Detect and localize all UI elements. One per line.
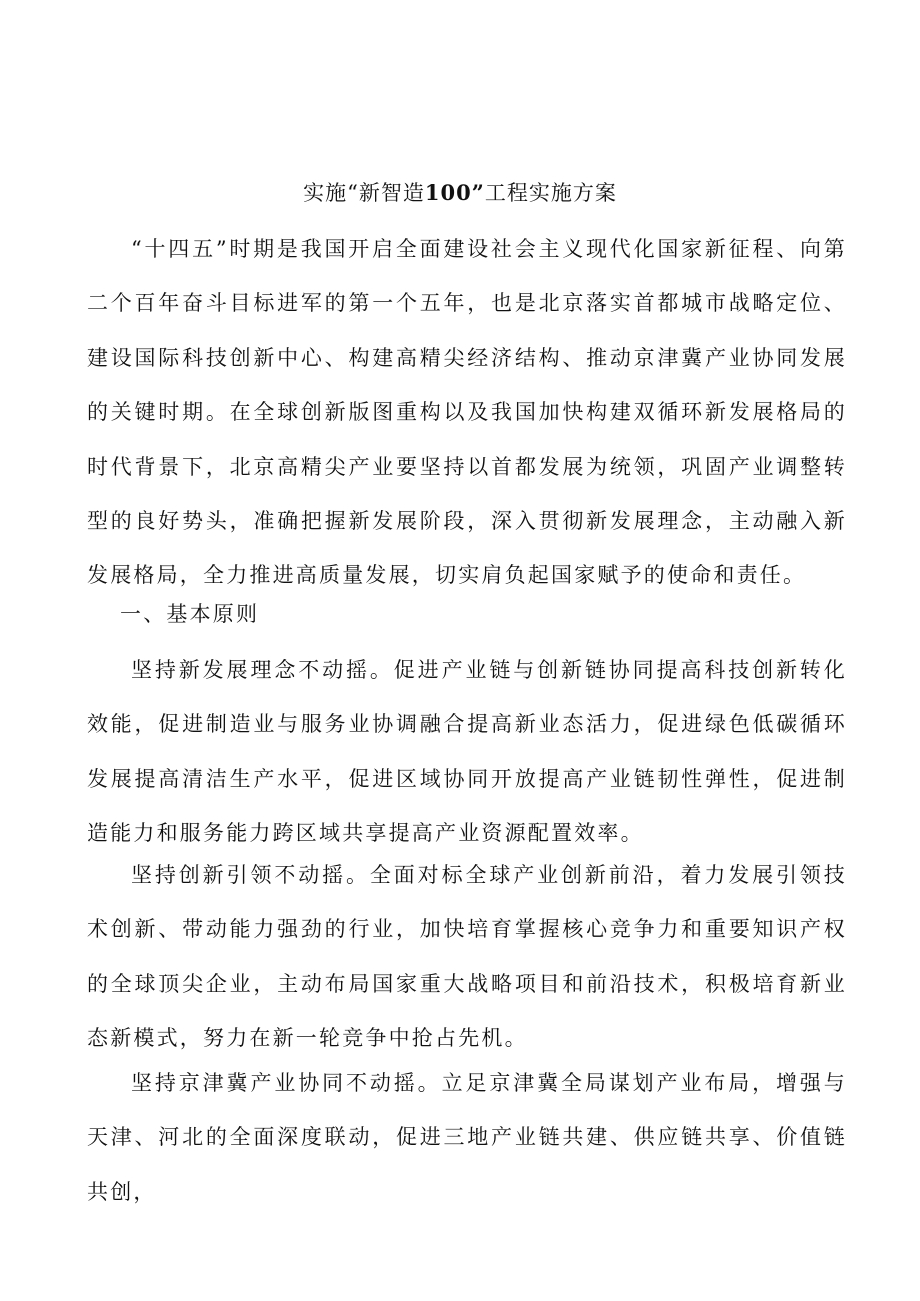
principle-paragraph-2: 坚持创新引领不动摇。全面对标全球产业创新前沿，着力发展引领技术创新、带动能力强劲的行业，加快培育掌握核心竞争力和重要知识产权的全球顶尖企业，主动布局国家重大战略项目和前沿技术，积极培育新业态新模式，努力在新一轮竞争中抢占先机。: [87, 863, 847, 1051]
title-suffix: 工程实施方案: [484, 181, 617, 205]
principle-paragraph-1: 坚持新发展理念不动摇。促进产业链与创新链协同提高科技创新转化效能，促进制造业与服务业协调融合提高新业态活力，促进绿色低碳循环发展提高清洁生产水平，促进区域协同开放提高产业链韧性弹性，促进制造能力和服务能力跨区域共享提高产业资源配置效率。: [87, 658, 847, 846]
title-number: 100”: [424, 180, 485, 205]
document-title: [0, 178, 920, 208]
section-heading: 一、基本原则: [120, 602, 260, 626]
intro-paragraph: “十四五”时期是我国开启全面建设社会主义现代化国家新征程、向第二个百年奋斗目标进军的第一个五年，也是北京落实首都城市战略定位、建设国际科技创新中心、构建高精尖经济结构、推动京津冀产业协同发展的关键时期。在全球创新版图重构以及我国加快构建双循环新发展格局的时代背景下，北京高精尖产业要坚持以首都发展为统领，巩固产业调整转型的良好势头，准确把握新发展阶段，深入贯彻新发展理念，主动融入新发展格局，全力推进高质量发展，切实肩负起国家赋予的使命和责任。: [87, 237, 847, 588]
title-prefix: 实施“新智造: [303, 181, 425, 205]
principle-paragraph-3: 坚持京津冀产业协同不动摇。立足京津冀全局谋划产业布局，增强与天津、河北的全面深度联动，促进三地产业链共建、供应链共享、价值链共创，: [87, 1071, 847, 1204]
